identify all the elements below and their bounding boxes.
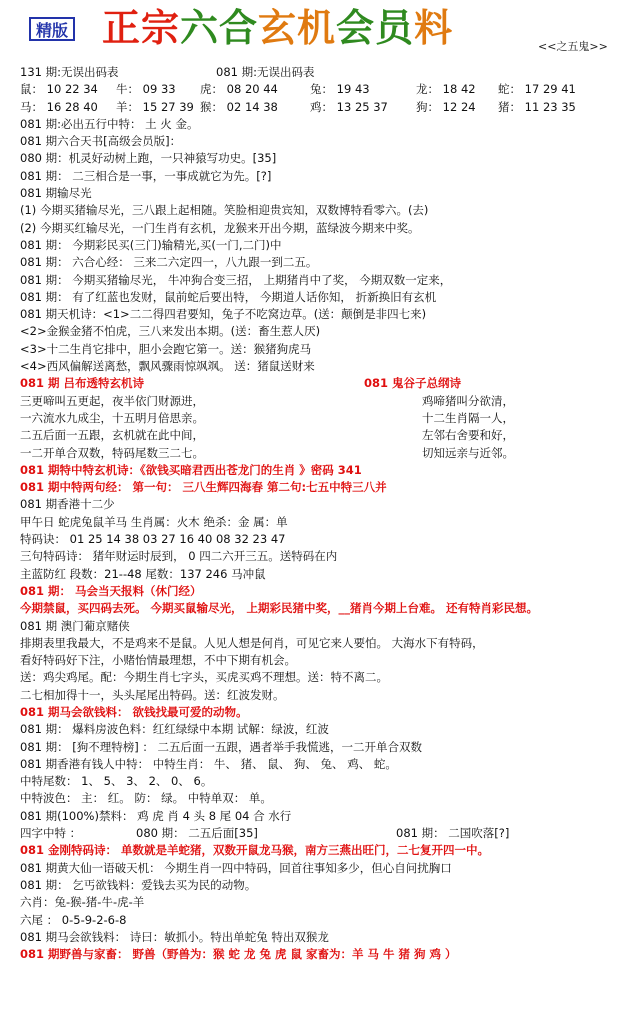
poem-right-line: 切知远亲与近邻。: [422, 445, 514, 460]
text-line: 081 期香港有钱人中特： 中特生肖： 牛、 猪、 鼠、 狗、 兔、 鸡、 蛇。: [20, 756, 397, 771]
text-block-2: [20, 462, 620, 825]
text-line: 六肖：兔-猴-猪-牛-虎-羊: [20, 895, 145, 910]
title-part-1: 正宗: [102, 6, 181, 50]
edition-badge: 精版: [29, 17, 75, 41]
text-line: 排期表里我最大，不是鸡来不是鼠。人见人想是何肖，可见它来人要怕。 大海水下有特码，: [20, 635, 484, 650]
text-line: <2>金猴金猪不怕虎，三八来发出本期。(送：畜生惹人厌): [20, 324, 321, 339]
text-line: 081 期输尽光: [20, 186, 92, 201]
text-line: (1) 今期买猪输尽光，三八跟上起相随。笑脸相迎贵宾知，双数博特看零六。(去): [20, 203, 429, 218]
zodiac-cell: 龙： 18 42: [416, 82, 476, 97]
text-line: 081 期野兽与家畜： 野兽（野兽为：猴 蛇 龙 兔 虎 鼠 家畜为：羊 马 牛 猪 狗 鸡 ）: [20, 947, 457, 962]
zodiac-cell: 蛇： 17 29 41: [498, 82, 576, 97]
text-line: 081 期： 今期买猪输尽光， 牛冲狗合变三招， 上期猪肖中了奖， 今期双数一定来，: [20, 272, 452, 287]
text-line: 081 期(100%)禁料： 鸡 虎 肖 4 头 8 尾 04 合 水行: [20, 808, 292, 823]
text-line: 二七相加得十一，头头尾尾出特码。送：红波发财。: [20, 687, 285, 702]
mixed-line: [20, 825, 620, 842]
zodiac-table-heading: [20, 64, 620, 81]
title-part-5: 料: [414, 6, 454, 50]
zodiac-heading-right: 081 期:无误出码表: [216, 65, 315, 79]
zodiac-row: [20, 81, 620, 98]
document-body: [20, 64, 620, 963]
poem-left-line: 一六流水九成尘，十五明月倍思亲。: [20, 410, 204, 425]
text-line: <4>西风偏解送离愁，飘风骤雨惊飒飒。 送：猪鼠送财来: [20, 359, 315, 374]
text-block-3: [20, 842, 620, 963]
text-line: 081 期马会欲钱料： 诗曰：敏抓小。特出单蛇兔 特出双猴龙: [20, 929, 329, 944]
zodiac-cell: 狗： 12 24: [416, 99, 476, 114]
four-char-tip: 四字中特 ：: [20, 826, 82, 841]
text-line: 081 期特中特玄机诗：《欲钱买暗君西出苍龙门的生肖 》密码 341: [20, 462, 362, 477]
poem-row: [20, 427, 620, 444]
title-part-2: 六合: [180, 6, 259, 50]
zodiac-cell: 鸡： 13 25 37: [310, 99, 388, 114]
text-line: 081 期 澳门葡京赌侠: [20, 618, 130, 633]
zodiac-heading-left: 131 期:无误出码表: [20, 65, 119, 79]
poem-row: [20, 445, 620, 462]
poem-right-line: 鸡啼猪叫分欲清，: [422, 393, 514, 408]
text-line: 081 期： 六合心经： 三来二六定四一，八九跟一到二五。: [20, 255, 318, 270]
text-line: 六尾 ： 0-5-9-2-6-8: [20, 912, 127, 927]
text-line: 081 期中特两句经： 第一句： 三八生辉四海春 第二句:七五中特三八并: [20, 480, 387, 495]
text-line: 甲午日 蛇虎兔鼠羊马 生肖属：火木 绝杀：金 属：单: [20, 514, 288, 529]
text-line: 081 期马会欲钱料： 欲钱找最可爱的动物。: [20, 704, 248, 719]
page-header: [0, 0, 634, 60]
zodiac-cell: 羊： 15 27 39: [116, 99, 194, 114]
zodiac-cell: 马： 16 28 40: [20, 99, 98, 114]
text-line: 081 期： 今期彩民买(三门)输精光,买(一门,二门)中: [20, 237, 282, 252]
title-part-4: 会员: [336, 6, 415, 50]
text-line: 今期禁鼠，买四码去死。 今期买鼠输尽光， 上期彩民猪中奖，__猪肖今期上台难。 还有特肖彩民想。: [20, 601, 539, 616]
zodiac-cell: 猴： 02 14 38: [200, 99, 278, 114]
text-line: 081 期： 乞丐欲钱料：爱钱去买为民的动物。: [20, 877, 257, 892]
text-line: 081 金刚特码诗： 单数就是羊蛇猪，双数开鼠龙马猴，南方三燕出旺门，二七复开四一中。: [20, 843, 490, 858]
current-period-tip: 081 期： 二国吹落[?]: [396, 826, 510, 841]
text-line: 081 期黄大仙一语破天机： 今期生肖一四中特码，回首往事知多少，但心自问扰胸口: [20, 860, 452, 875]
poem-left-line: 一二开单合双数，特码尾数三二七。: [20, 445, 204, 460]
text-line: 三句特码诗： 猪年财运时辰到， 0 四二六开三五。送特码在内: [20, 549, 338, 564]
text-line: 081 期： [狗不理特榜] ： 二五后面一五跟，遇者举手我慌逃，一二开单合双数: [20, 739, 423, 754]
text-line: 中特波色： 主： 红。 防： 绿。 中特单双： 单。: [20, 791, 272, 806]
poem-titles: [20, 375, 620, 392]
text-line: 081 期： 二三相合是一事，一事成就它为先。[?]: [20, 168, 272, 183]
poem-right-line: 十二生肖隔一人，: [422, 410, 514, 425]
text-line: 081 期天机诗：<1>二二得四君要知，兔子不吃窝边草。(送：颠倒是非四七来): [20, 307, 427, 322]
text-line: 081 期： 有了红蓝也发财，鼠前蛇后要出特， 今期道人话你知， 折新换旧有玄机: [20, 289, 437, 304]
text-line: 081 期： 爆料房波色料：红红绿绿中本期 试解：绿波，红波: [20, 722, 329, 737]
text-line: 主蓝防红 段数：21--48 尾数：137 246 马冲鼠: [20, 566, 266, 581]
poem-row: [20, 393, 620, 410]
zodiac-cell: 虎： 08 20 44: [200, 82, 278, 97]
text-line: 080 期：机灵好动树上跑，一只神猿写功史。[35]: [20, 151, 277, 166]
text-line: (2) 今期买红输尽光，一门生肖有玄机，龙猴来开出今期，蓝绿波今期来中奖。: [20, 220, 420, 235]
text-block-1: [20, 116, 620, 375]
text-line: 中特尾数： 1、 5、 3、 2、 0、 6。: [20, 774, 213, 789]
poem-row: [20, 410, 620, 427]
author-signature: <<之五鬼>>: [538, 40, 608, 53]
text-line: 特码诀： 01 25 14 38 03 27 16 40 08 32 23 47: [20, 532, 286, 547]
text-line: 081 期： 马会当天报料（休门经）: [20, 583, 202, 598]
zodiac-row: [20, 99, 620, 116]
text-line: 081 期:必出五行中特： 土 火 金。: [20, 116, 199, 131]
zodiac-cell: 兔： 19 43: [310, 82, 370, 97]
zodiac-cell: 牛： 09 33: [116, 82, 176, 97]
poem-left-line: 二五后面一五跟，玄机就在此中间，: [20, 428, 204, 443]
poem-left-line: 三更啼叫五更起，夜半依门财源进，: [20, 393, 204, 408]
text-line: 送：鸡尖鸡尾。配：今期生肖七字头，买虎买鸡不理想。送：特不离二。: [20, 670, 388, 685]
title-part-3: 玄机: [258, 6, 337, 50]
zodiac-cell: 猪： 11 23 35: [498, 99, 576, 114]
zodiac-cell: 鼠： 10 22 34: [20, 82, 98, 97]
poem-right-line: 左邻右舍要和好，: [422, 428, 514, 443]
text-line: <3>十二生肖它排中，胆小会跑它第一。送：猴猪狗虎马: [20, 341, 312, 356]
previous-period-tip: 080 期： 二五后面[35]: [136, 826, 258, 841]
text-line: 看好特码好下注，小赌怡情最理想，不中下期有机会。: [20, 653, 296, 668]
text-line: 081 期六合天书[高级会员版]：: [20, 134, 182, 149]
poem-right-title: 081 鬼谷子总纲诗: [364, 376, 462, 391]
page-title: [102, 4, 453, 52]
poem-left-title: 081 期 吕布透特玄机诗: [20, 376, 145, 391]
text-line: 081 期香港十二少: [20, 497, 115, 512]
